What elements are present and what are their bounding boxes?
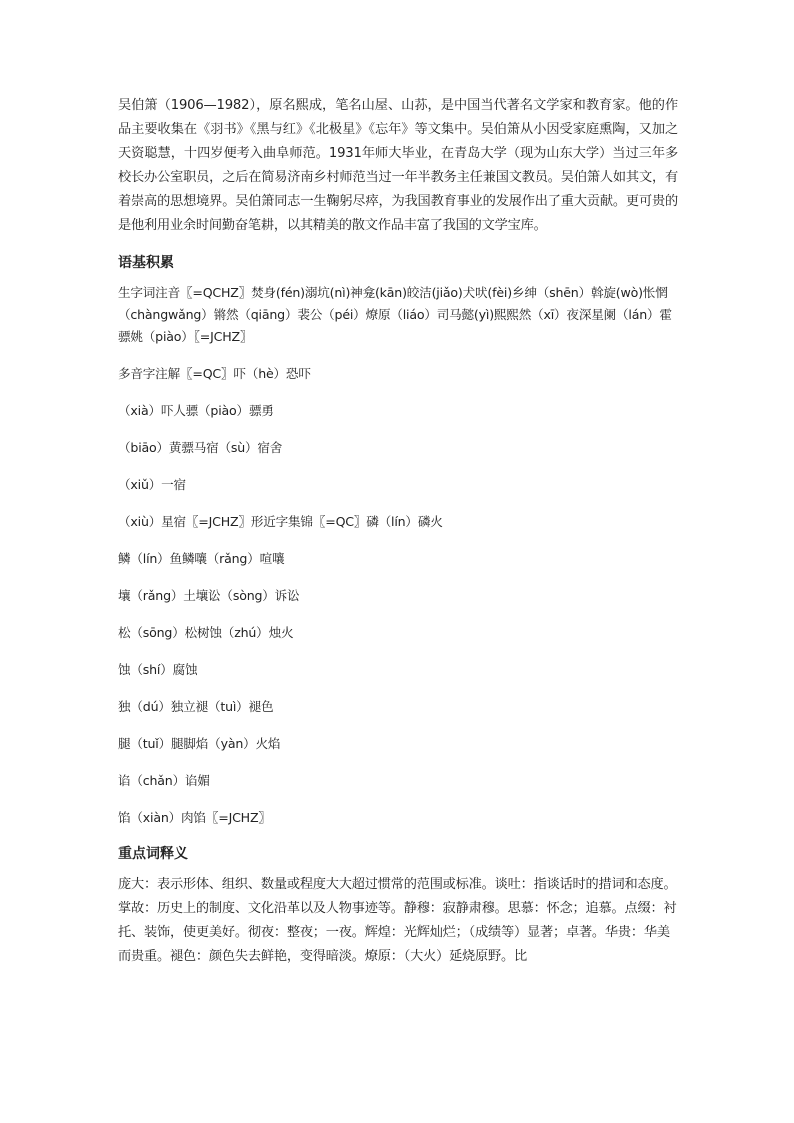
list-item: （xiù）星宿〖=JCHZ〗形近字集锦〖=QC〗磷（lín）磷火: [118, 514, 443, 529]
list-item: （xiǔ）一宿: [118, 477, 186, 492]
list-item: 腿（tuǐ）腿脚焰（yàn）火焰: [118, 736, 281, 751]
list-item: 生字词注音〖=QCHZ〗焚身(fén)溺坑(nì)神龛(kān)皎洁(jiǎo)犬吠(fèi)乡绅（shēn）斡旋(wò)怅惘（chàngwǎng）锵然（qiāng）裴公（péi）燎原（liáo）司马懿(yì)熙熙然（xī）夜深星阑（lán）霍骠姚（piào）〖=JCHZ〗: [118, 285, 672, 344]
key-words-paragraph: 庞大：表示形体、组织、数量或程度大大超过惯常的范围或标准。谈吐：指谈话时的措词和态度。掌故：历史上的制度、文化沿革以及人物事迹等。静穆：寂静肃穆。思慕：怀念；追慕。点缀：衬托、装饰，使更美好。彻夜：整夜；一夜。辉煌：光辉灿烂；（成绩等）显著；卓著。华贵：华美而贵重。褪色：颜色失去鲜艳，变得暗淡。燎原：（大火）延烧原野。比: [118, 877, 677, 964]
list-item: 鳞（lín）鱼鳞嚷（rǎng）喧嚷: [118, 551, 285, 566]
document-page: [118, 94, 678, 969]
list-item: 蚀（shí）腐蚀: [118, 662, 198, 677]
intro-paragraph: 吴伯箫（1906—1982），原名熙成，笔名山屋、山荪，是中国当代著名文学家和教育家。他的作品主要收集在《羽书》《黑与红》《北极星》《忘年》等文集中。吴伯箫从小因受家庭熏陶，又加之天资聪慧，十四岁便考入曲阜师范。1931年师大毕业，在青岛大学（现为山东大学）当过三年多校长办公室职员，之后在简易济南乡村师范当过一年半教务主任兼国文教员。吴伯箫人如其文，有着崇高的思想境界。吴伯箫同志一生鞠躬尽瘁，为我国教育事业的发展作出了重大贡献。更可贵的是他利用业余时间勤奋笔耕，以其精美的散文作品丰富了我国的文学宝库。: [118, 98, 678, 233]
list-item: （xià）吓人骠（piào）骠勇: [118, 403, 274, 418]
list-item: 松（sōng）松树蚀（zhú）烛火: [118, 625, 294, 640]
list-item: 多音字注解〖=QC〗吓（hè）恐吓: [118, 366, 311, 381]
list-item: 壤（rǎng）土壤讼（sòng）诉讼: [118, 588, 300, 603]
list-item: 馅（xiàn）肉馅〖=JCHZ〗: [118, 810, 271, 825]
section-heading-vocabulary: 语基积累: [118, 255, 174, 271]
list-item: （biāo）黄骠马宿（sù）宿舍: [118, 440, 283, 455]
section-heading-key-words: 重点词释义: [118, 846, 188, 862]
list-item: 谄（chǎn）谄媚: [118, 773, 210, 788]
list-item: 独（dú）独立褪（tuì）褪色: [118, 699, 274, 714]
vocabulary-list: [118, 282, 678, 829]
